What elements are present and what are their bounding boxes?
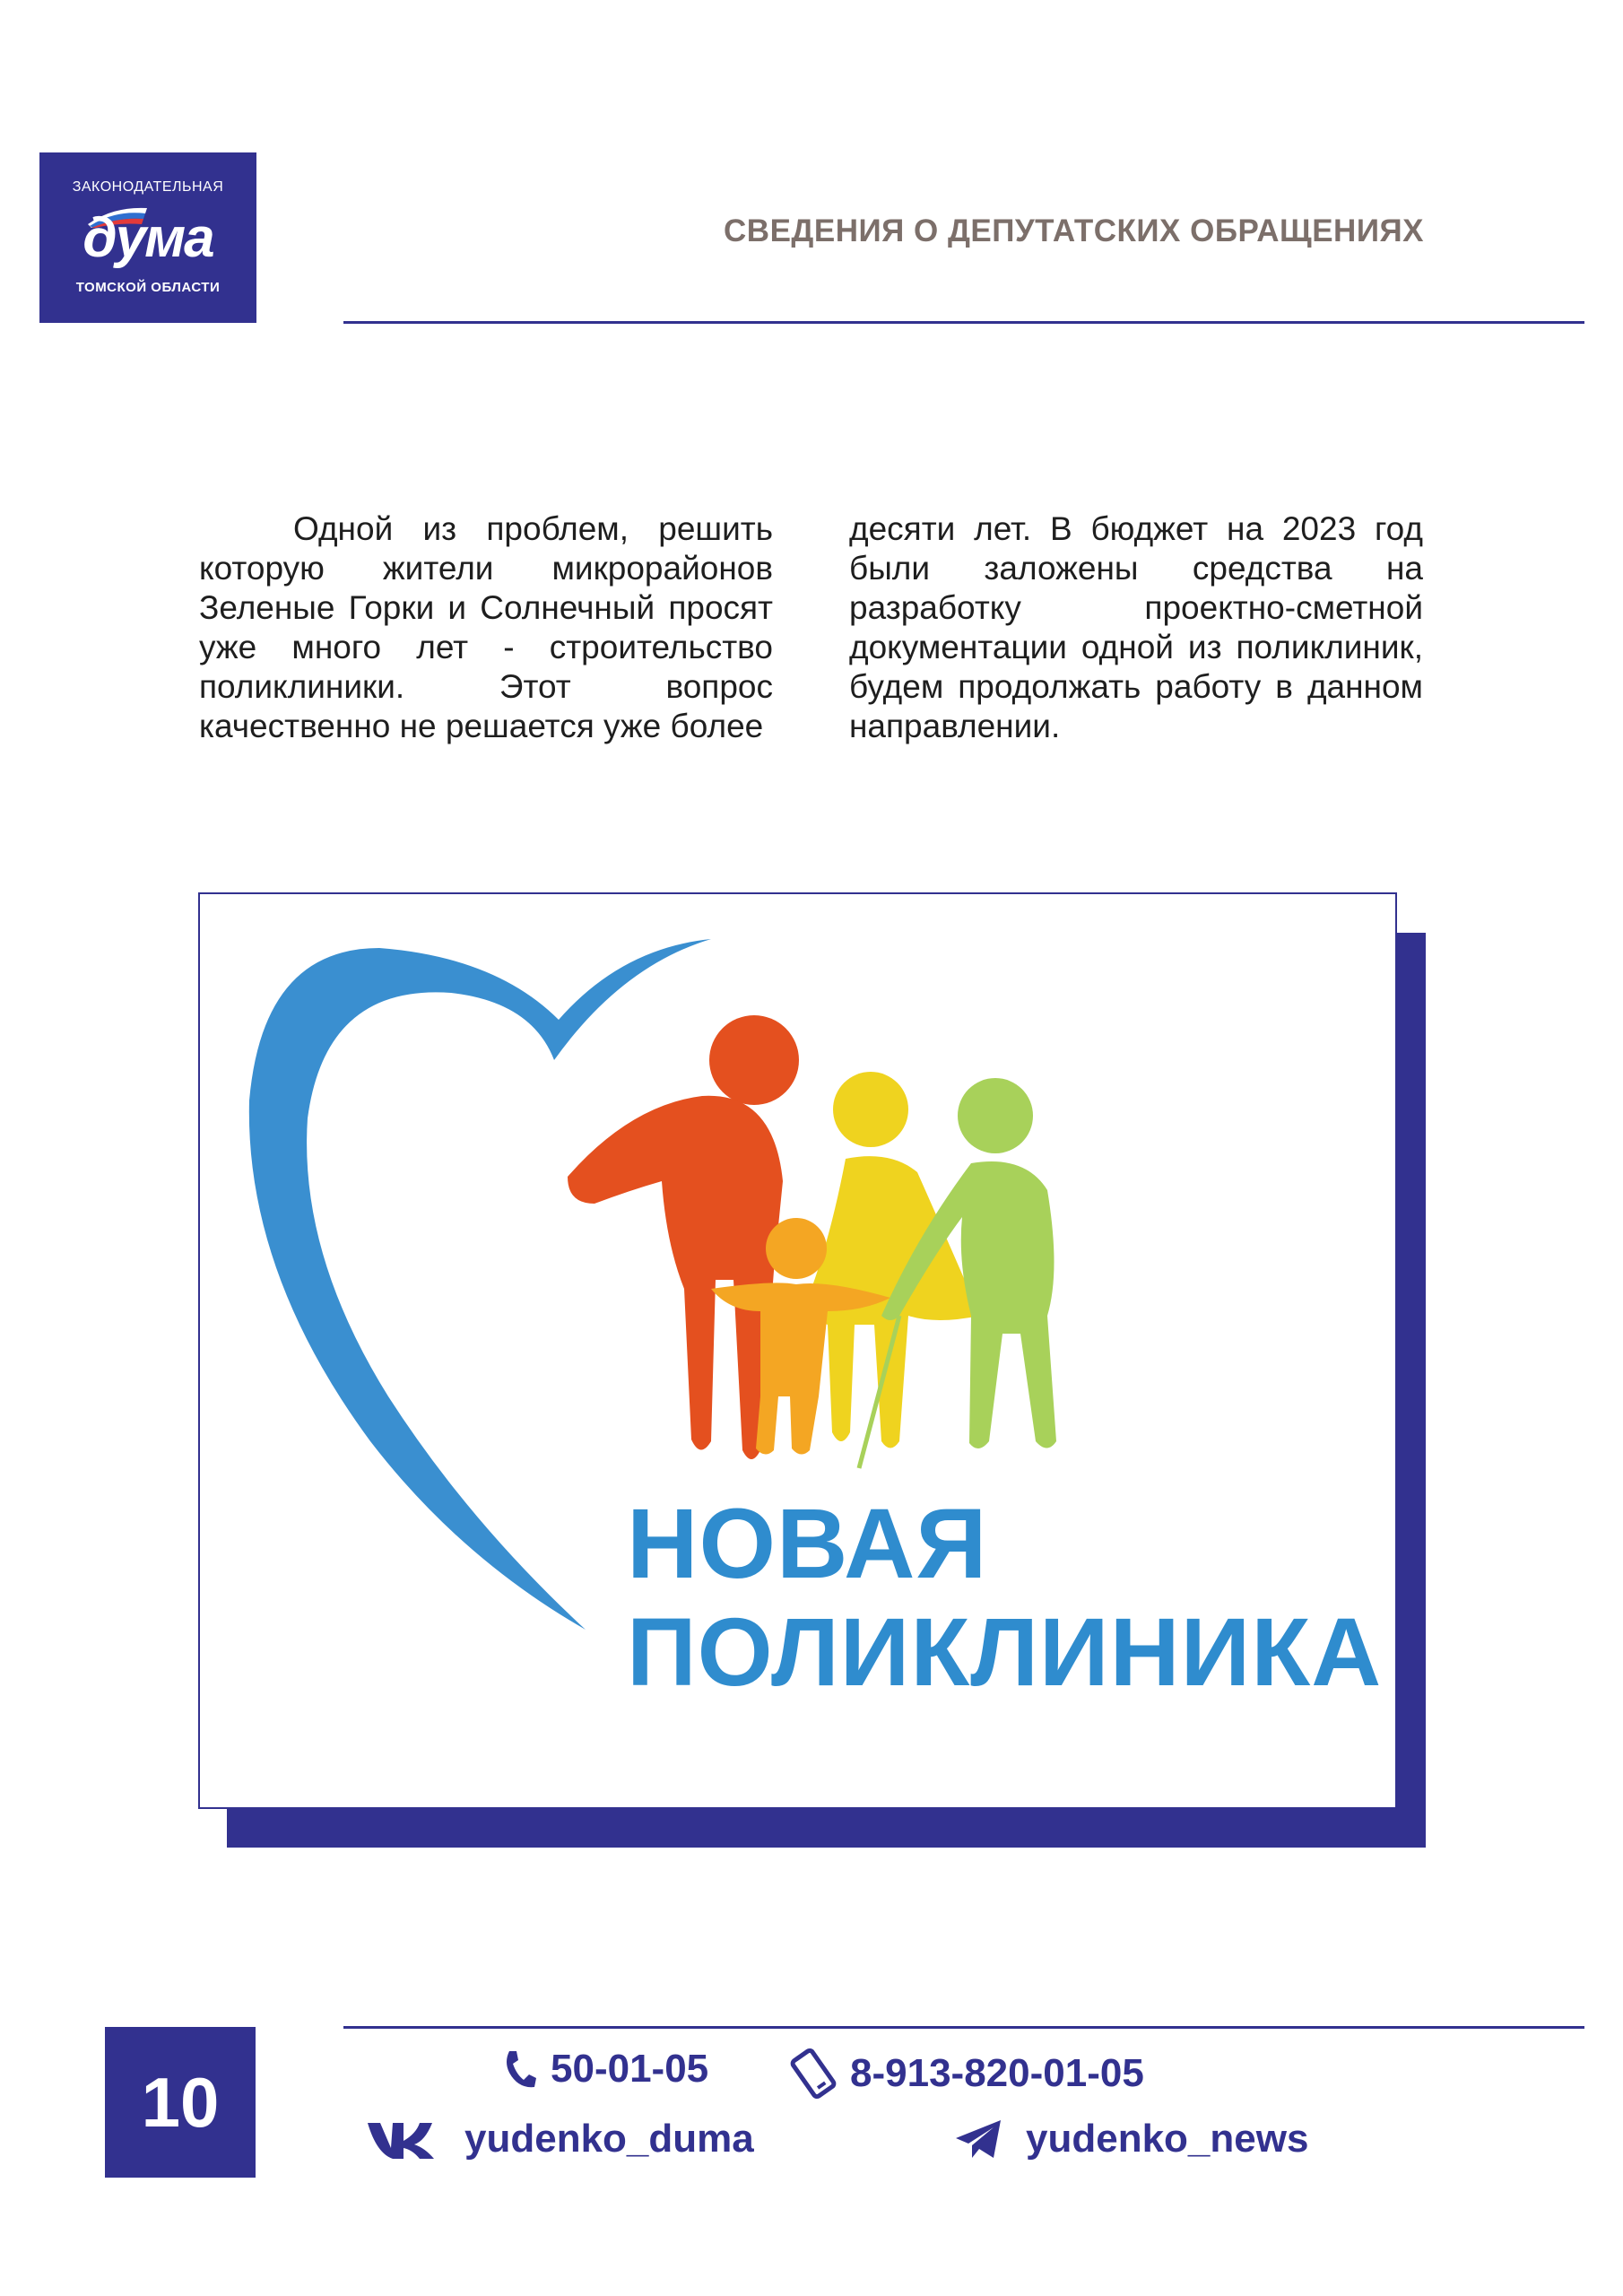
family-figures-icon: [568, 1015, 1056, 1468]
logo-main-text: дума: [82, 207, 213, 269]
contact-phone: [502, 2047, 708, 2092]
footer-divider: [343, 2026, 1584, 2029]
contact-telegram: [954, 2117, 1308, 2161]
logo-bottom-text: ТОМСКОЙ ОБЛАСТИ: [75, 280, 221, 295]
telegram-icon: [954, 2118, 1004, 2160]
vk-icon: [366, 2118, 436, 2161]
article-right-column: десяти лет. В бюджет на 2023 год были заложены средства на разработку проектно-сметной документации одной из поликлиник, будем продолжать работу в данном направлении.: [849, 510, 1423, 744]
mobile-phone-icon: [789, 2047, 838, 2100]
logo-top-text: ЗАКОНОДАТЕЛЬНАЯ: [72, 179, 224, 195]
mobile-number: 8-913-820-01-05: [850, 2051, 1144, 2095]
header-divider: [343, 321, 1584, 324]
contact-vk: [366, 2117, 754, 2161]
section-title: СВЕДЕНИЯ О ДЕПУТАТСКИХ ОБРАЩЕНИЯХ: [724, 213, 1424, 248]
poster-title-line2: ПОЛИКЛИНИКА: [627, 1597, 1383, 1706]
poster-frame: [198, 892, 1397, 1809]
phone-number: 50-01-05: [551, 2047, 709, 2091]
article-left-column: Одной из проблем, решить которую жители микрорайонов Зеленые Горки и Солнечный просят уже много лет - строительство поликлиники. Этот вопрос качественно не решается уже более: [199, 510, 773, 744]
phone-icon: [502, 2048, 538, 2091]
contact-mobile: [789, 2047, 1144, 2100]
poster-title-line1: НОВАЯ: [627, 1489, 988, 1599]
vk-handle: yudenko_duma: [464, 2117, 754, 2161]
duma-logo: [39, 152, 256, 323]
page-number: 10: [105, 2027, 256, 2178]
telegram-handle: yudenko_news: [1026, 2117, 1309, 2161]
